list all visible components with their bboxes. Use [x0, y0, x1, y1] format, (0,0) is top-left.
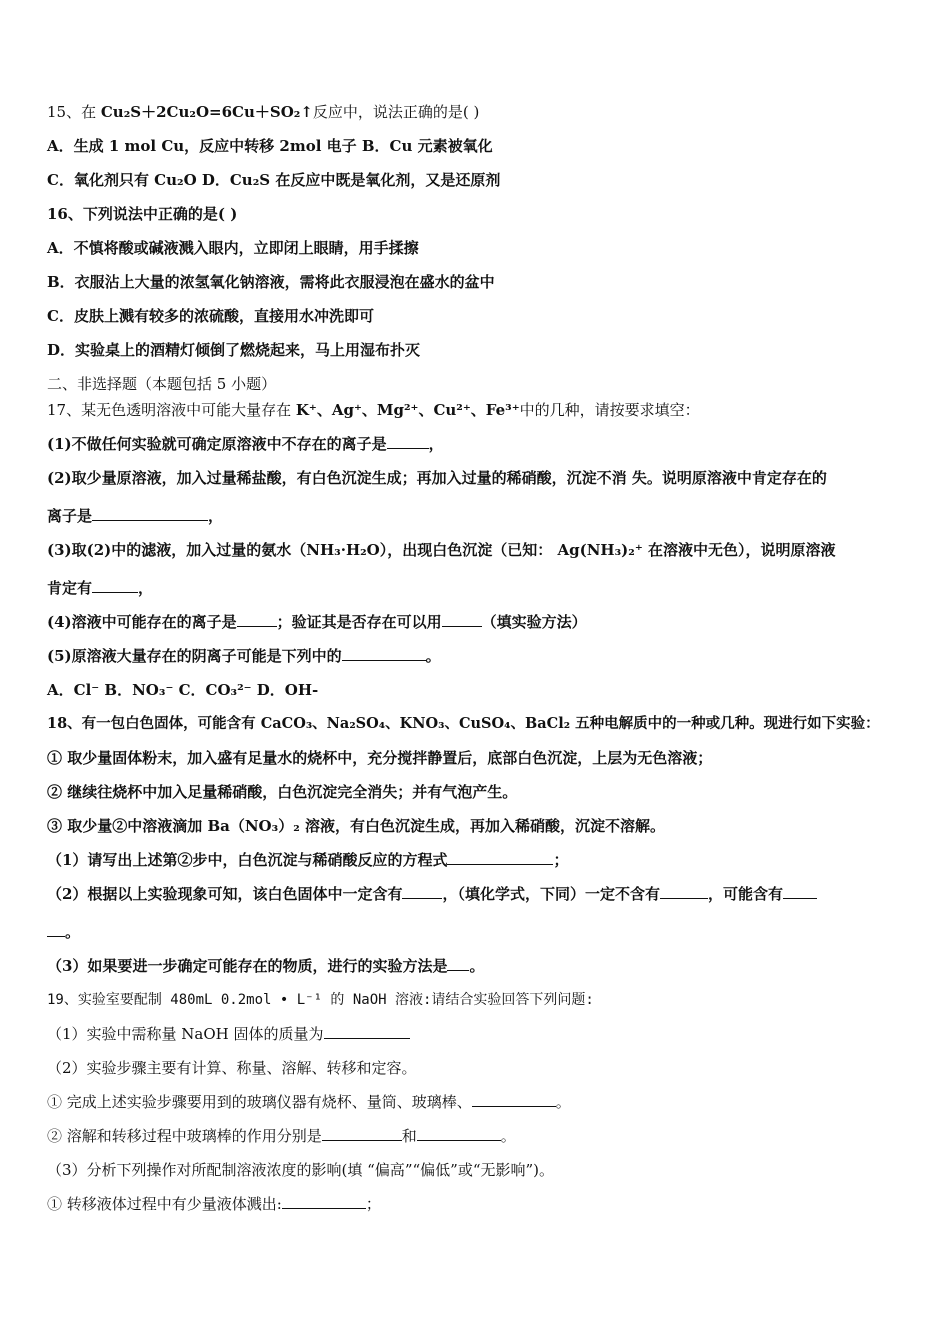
q17-part1-text: (1)不做任何实验就可确定原溶液中不存在的离子是	[47, 435, 387, 453]
q18-part3	[47, 956, 910, 976]
q17-part2-label: 离子是	[47, 507, 93, 525]
q17-part4	[47, 612, 910, 632]
q18-part1-end: ；	[553, 851, 569, 869]
q15-options-cd: C．氧化剂只有 Cu₂O D．Cu₂S 在反应中既是氧化剂，又是还原剂	[47, 171, 501, 189]
q19-step1	[47, 1092, 910, 1112]
answer-blank[interactable]	[387, 434, 429, 449]
answer-blank[interactable]	[342, 646, 426, 661]
q16-option-d: D．实验桌上的酒精灯倾倒了燃烧起来，马上用湿布扑灭	[47, 341, 421, 359]
q15-prefix: 15、在	[47, 103, 101, 121]
q19-step3	[47, 1194, 910, 1214]
q18-part2-continued	[47, 922, 910, 942]
q17-part1	[47, 434, 910, 454]
q17-part2-end: ，	[208, 507, 224, 525]
q17-part3-line1: (3)取(2)中的滤液，加入过量的氨水（NH₃·H₂O），出现白色沉淀（已知： Ag(NH₃)₂⁺ 在溶液中无色），说明原溶液	[47, 541, 836, 559]
answer-blank[interactable]	[417, 1126, 501, 1141]
answer-blank[interactable]	[447, 956, 469, 971]
q15-options-ab: A．生成 1 mol Cu，反应中转移 2mol 电子 B．Cu 元素被氧化	[47, 137, 493, 155]
answer-blank[interactable]	[402, 884, 442, 899]
q18-part2-text: （2）根据以上实验现象可知，该白色固体中一定含有	[47, 885, 403, 903]
q19-step2-and: 和	[401, 1127, 417, 1145]
q16-option-a: A．不慎将酸或碱液溅入眼内，立即闭上眼睛，用手揉擦	[47, 239, 419, 257]
q19-part3: （3）分析下列操作对所配制溶液浓度的影响(填 “偏高”“偏低”或“无影响”)。	[47, 1161, 555, 1179]
answer-blank[interactable]	[660, 884, 708, 899]
q18-step1: ① 取少量固体粉末，加入盛有足量水的烧杯中，充分搅拌静置后，底部白色沉淀，上层为无色溶液；	[47, 749, 713, 767]
q17-stem-prefix: 17、某无色透明溶液中可能大量存在	[47, 401, 296, 419]
q17-stem	[47, 400, 910, 420]
answer-blank[interactable]	[472, 1092, 556, 1107]
answer-blank[interactable]	[92, 578, 138, 593]
q18-part1-text: （1）请写出上述第②步中，白色沉淀与稀硝酸反应的方程式	[47, 851, 448, 869]
q18-step2: ② 继续往烧杯中加入足量稀硝酸，白色沉淀完全消失；并有气泡产生。	[47, 783, 518, 801]
q18-part1	[47, 850, 910, 870]
q19-step3-end: ；	[365, 1195, 381, 1213]
q16-option-b: B．衣服沾上大量的浓氢氧化钠溶液，需将此衣服浸泡在盛水的盆中	[47, 273, 495, 291]
q17-part1-end: ，	[428, 435, 444, 453]
q17-part4-text: (4)溶液中可能存在的离子是	[47, 613, 237, 631]
q19-part1	[47, 1024, 910, 1044]
answer-blank[interactable]	[783, 884, 817, 899]
q17-part3-label: 肯定有	[47, 579, 93, 597]
q19-step1-text: ① 完成上述实验步骤要用到的玻璃仪器有烧杯、量筒、玻璃棒、	[47, 1093, 472, 1111]
answer-blank[interactable]	[282, 1194, 366, 1209]
q18-part3-text: （3）如果要进一步确定可能存在的物质，进行的实验方法是	[47, 957, 448, 975]
q17-part2-line2	[47, 506, 910, 526]
q17-part5	[47, 646, 910, 666]
q18-part2-text3: ，可能含有	[707, 885, 783, 903]
answer-blank[interactable]	[237, 612, 277, 627]
q17-stem-tail: 中的几种，请按要求填空：	[519, 401, 700, 419]
q19-part1-text: （1）实验中需称量 NaOH 固体的质量为	[47, 1025, 324, 1043]
q19-step3-text: ① 转移液体过程中有少量液体溅出:	[47, 1195, 282, 1213]
q17-part3-end: ，	[138, 579, 154, 597]
q19-step1-end: 。	[555, 1093, 571, 1111]
q15-stem-tail: 反应中，说法正确的是( )	[312, 103, 480, 121]
answer-blank[interactable]	[47, 922, 65, 937]
q17-ions: K⁺、Ag⁺、Mg²⁺、Cu²⁺、Fe³⁺	[295, 401, 520, 419]
q19-step2	[47, 1126, 910, 1146]
answer-blank[interactable]	[324, 1024, 410, 1039]
q17-part4-text2: ；验证其是否存在可以用	[276, 613, 442, 631]
q18-part3-end: 。	[469, 957, 485, 975]
q19-stem: 19、实验室要配制 480mL 0.2mol • L⁻¹ 的 NaOH 溶液:请结合实验回答下列问题:	[47, 992, 594, 1008]
q19-part2: （2）实验步骤主要有计算、称量、溶解、转移和定容。	[47, 1059, 417, 1077]
q16-stem: 16、下列说法中正确的是( )	[47, 205, 238, 223]
q18-part2	[47, 884, 910, 904]
q17-part3-line2	[47, 578, 910, 598]
q18-step3: ③ 取少量②中溶液滴加 Ba（NO₃）₂ 溶液，有白色沉淀生成，再加入稀硝酸，沉淀不溶解。	[47, 817, 665, 835]
q15-equation: Cu₂S＋2Cu₂O=6Cu＋SO₂↑	[100, 103, 313, 121]
q17-options: A．Cl⁻ B．NO₃⁻ C．CO₃²⁻ D．OH-	[47, 681, 319, 699]
section-heading: 二、非选择题（本题包括 5 小题）	[47, 375, 277, 393]
answer-blank[interactable]	[92, 506, 208, 521]
q19-step2-end: 。	[500, 1127, 516, 1145]
q16-option-c: C．皮肤上溅有较多的浓硫酸，直接用水冲洗即可	[47, 307, 374, 325]
q18-part2-text2: ，（填化学式，下同）一定不含有	[442, 885, 660, 903]
q17-part2-line1: (2)取少量原溶液，加入过量稀盐酸，有白色沉淀生成；再加入过量的稀硝酸，沉淀不消 失。说明原溶液中肯定存在的	[47, 469, 827, 487]
answer-blank[interactable]	[322, 1126, 402, 1141]
q17-part5-end: 。	[425, 647, 441, 665]
q17-part5-text: (5)原溶液大量存在的阴离子可能是下列中的	[47, 647, 342, 665]
q18-part2-end: 。	[65, 923, 81, 941]
answer-blank[interactable]	[447, 850, 553, 865]
q17-part4-text3: （填实验方法）	[481, 613, 587, 631]
q18-stem: 18、有一包白色固体，可能含有 CaCO₃、Na₂SO₄、KNO₃、CuSO₄、BaCl₂ 五种电解质中的一种或几种。现进行如下实验：	[47, 715, 880, 732]
q19-step2-text: ② 溶解和转移过程中玻璃棒的作用分别是	[47, 1127, 322, 1145]
answer-blank[interactable]	[442, 612, 482, 627]
q15-stem	[47, 102, 910, 122]
